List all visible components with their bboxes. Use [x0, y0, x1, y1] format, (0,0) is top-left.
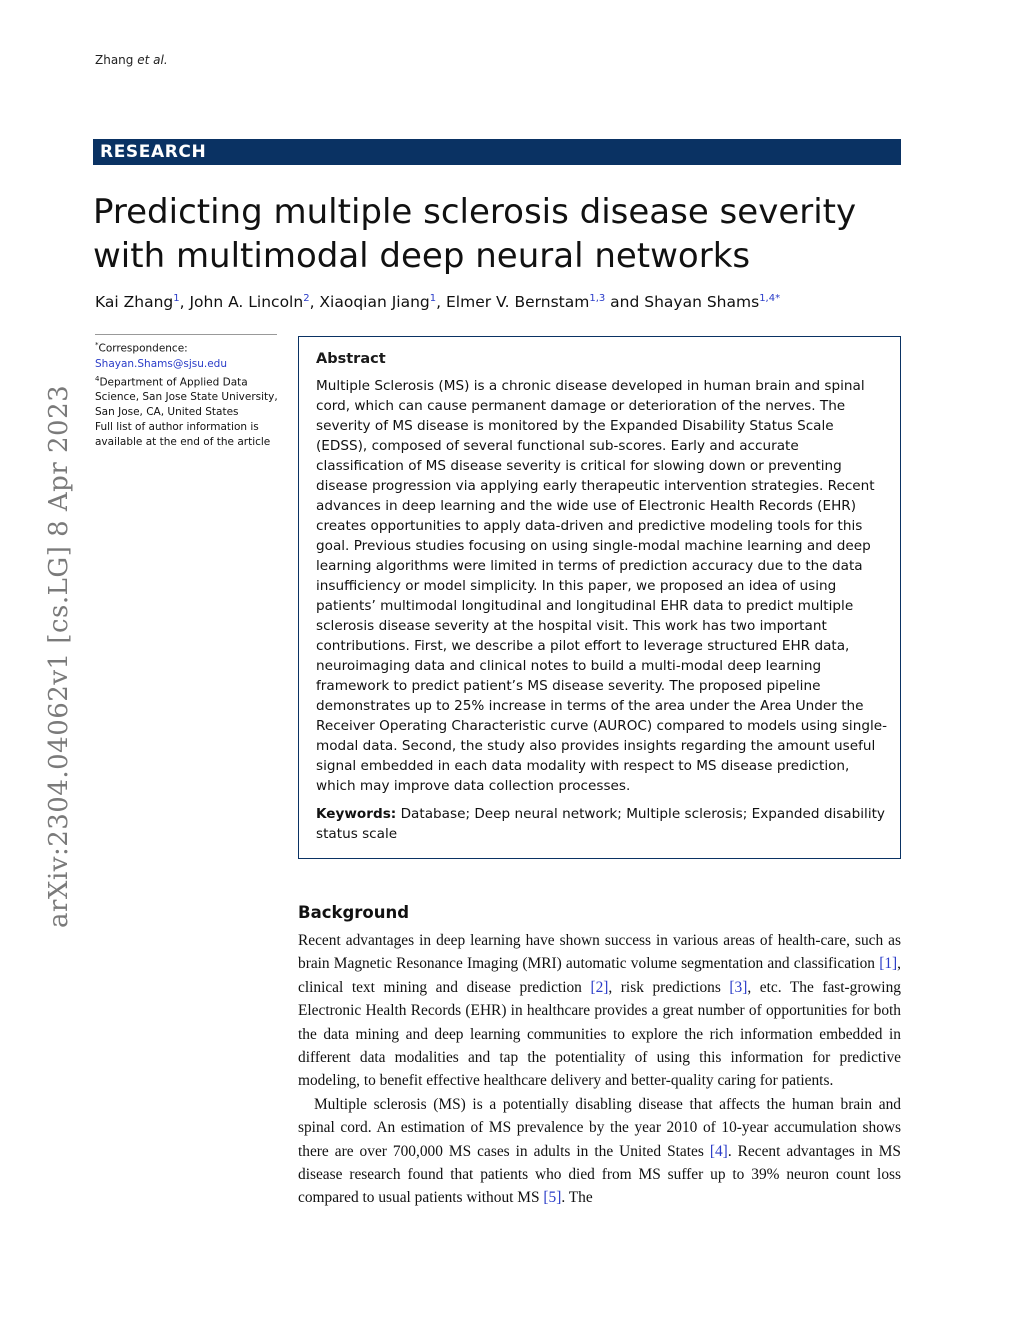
correspondence-email-link[interactable]: Shayan.Shams@sjsu.edu — [95, 357, 227, 370]
citation-link[interactable]: [1] — [879, 955, 898, 973]
arxiv-identifier-stamp: arXiv:2304.04062v1 [cs.LG] 8 Apr 2023 — [44, 384, 74, 928]
keywords — [316, 804, 888, 844]
author-info-note: Full list of author information is available at the end of the article — [95, 421, 271, 448]
correspondence-notes — [95, 338, 280, 450]
author-affiliation-mark[interactable]: 1,3 — [589, 293, 606, 304]
author-name: Kai Zhang — [95, 293, 174, 312]
background-body — [298, 929, 901, 1210]
author-affiliation-mark[interactable]: 1,4* — [759, 293, 781, 304]
author-name: Shayan Shams — [644, 293, 760, 312]
running-head-etal: et al. — [137, 53, 168, 67]
author-name: Xiaoqian Jiang — [319, 293, 430, 312]
correspondence-label: *Correspondence: — [95, 341, 188, 355]
author-name: Elmer V. Bernstam — [446, 293, 590, 312]
citation-link[interactable]: [2] — [590, 978, 609, 996]
author-name: John A. Lincoln — [189, 293, 304, 312]
author-list: Kai Zhang$^1$, John A. Lincoln$^2$, Xiaoqian Jiang$^1$, Elmer V. Bernstam$^{1,3}$ and Shayan Shams$^{1,4*}$ — [95, 293, 781, 312]
abstract-text: Multiple Sclerosis (MS) is a chronic disease developed in human brain and spinal cord, which can cause permanent damage or deterioration of the nerves. The severity of MS disease is monitored by the Expanded Disability Status Scale (EDSS), composed of several functional sub-scores. Early and accurate classification of MS disease severity is critical for slowing down or preventing disease progression via applying early therapeutic intervention strategies. Recent advances in deep learning and the wide use of Electronic Health Records (EHR) creates opportunities to apply data-driven and predictive modeling tools for this goal. Previous studies focusing on using single-modal machine learning and deep learning algorithms were limited in terms of prediction accuracy due to the data insufficiency or model simplicity. In this paper, we proposed an idea of using patients’ multimodal longitudinal and longitudinal EHR data to predict multiple sclerosis disease severity at the hospital visit. This work has two important contributions. First, we describe a pilot effort to leverage structured EHR data, neuroimaging data and clinical notes to build a multi-modal deep learning framework to predict patient’s MS disease severity. The proposed pipeline demonstrates up to 25% increase in terms of the area under the Area Under the Receiver Operating Characteristic curve (AUROC) compared to models using single-modal data. Second, the study also provides insights regarding the amount useful signal embedded in each data modality with respect to MS disease prediction, which may improve data collection processes. — [316, 378, 887, 794]
affiliation-note: $^4$Department of Applied Data Science, San Jose State University, San Jose, CA, United States — [95, 374, 278, 418]
running-head-author: Zhang — [95, 53, 134, 67]
paper-title: Predicting multiple sclerosis disease severity with multimodal deep neural networks — [93, 192, 857, 276]
paragraph: Recent advantages in deep learning have shown success in various areas of health-care, such as brain Magnetic Resonance Imaging (MRI) automatic volume segmentation and classification [1], clinical text mining and disease prediction [2], risk predictions [3], etc. The fast-growing Electronic Health Records (EHR) in healthcare provides a great number of opportunities for both the data mining and deep learning communities to explore the rich information embedded in different data modalities and tap the potentiality of using this information for predictive modeling, to benefit effective healthcare delivery and better-quality caring for patients. — [298, 932, 901, 1090]
abstract-heading: Abstract — [316, 351, 386, 367]
paragraph: Multiple sclerosis (MS) is a potentially disabling disease that affects the human brain and spinal cord. An estimation of MS prevalence by the year 2010 of 10-year accumulation shows there are over 700,000 MS cases in adults in the United States [4]. Recent advantages in MS disease research found that patients who died from MS suffer up to 39% neuron count loss compared to usual patients without MS [5]. The — [298, 1095, 901, 1207]
citation-link[interactable]: [4] — [709, 1142, 728, 1160]
abstract-box — [298, 336, 901, 859]
running-head — [95, 53, 168, 67]
section-label-bar — [93, 139, 901, 165]
citation-link[interactable]: [3] — [729, 978, 748, 996]
citation-link[interactable]: [5] — [543, 1189, 562, 1207]
author-affiliation-mark[interactable]: 1 — [173, 293, 180, 304]
author-affiliation-mark[interactable]: 1 — [429, 293, 437, 304]
section-heading-background: Background — [298, 903, 410, 922]
keywords-label: Keywords: — [316, 806, 397, 822]
author-affiliation-mark[interactable]: 2 — [303, 293, 310, 304]
section-label: RESEARCH — [100, 142, 207, 162]
keywords-list: Database; Deep neural network; Multiple sclerosis; Expanded disability status scale — [316, 806, 885, 842]
footnote-divider — [95, 334, 277, 335]
